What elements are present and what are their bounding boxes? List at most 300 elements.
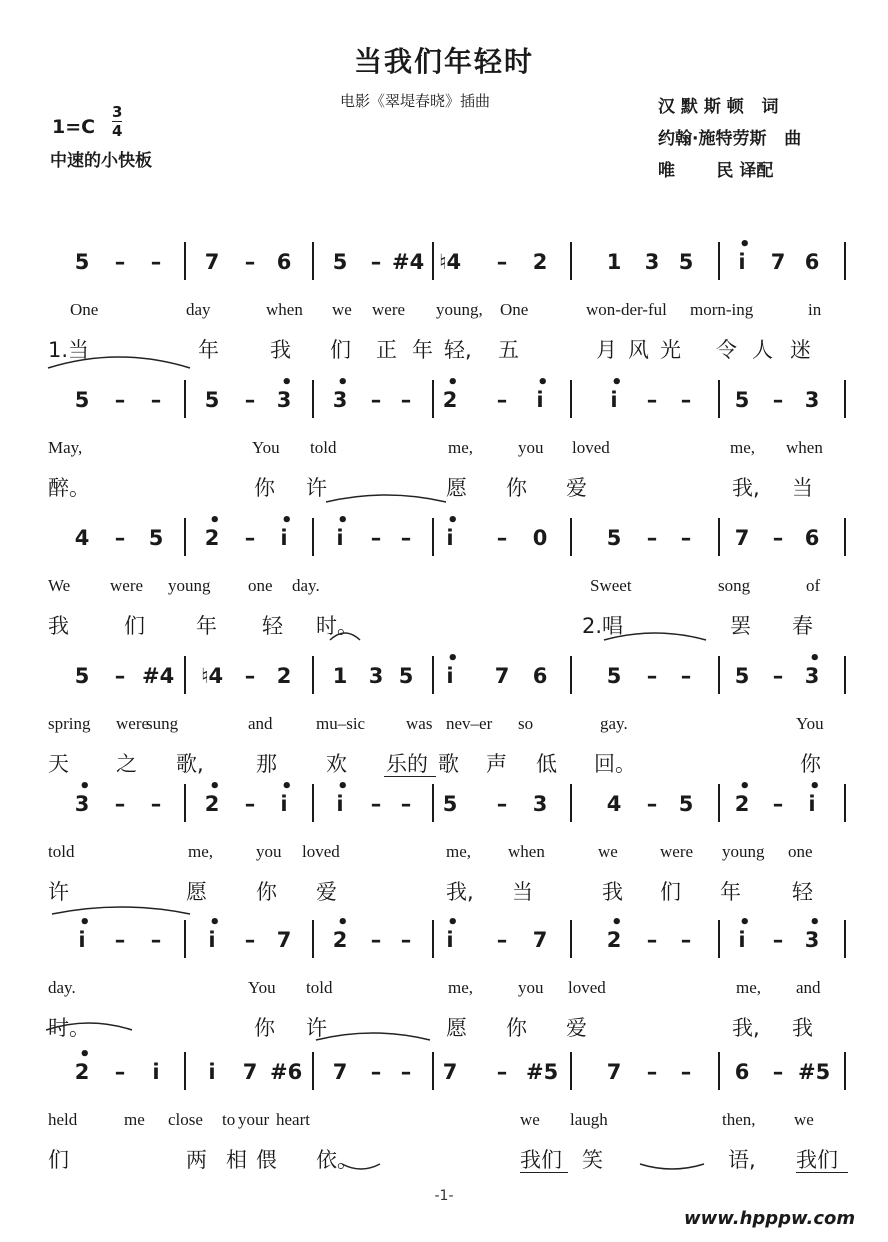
meter-bottom: 4 xyxy=(112,122,123,140)
extension-dash: – xyxy=(114,250,126,274)
note: 3 xyxy=(804,388,820,412)
extension-dash: – xyxy=(244,664,256,688)
chinese-lyric: 许 xyxy=(306,1016,327,1040)
chinese-lyric: 你 xyxy=(506,476,527,500)
extension-dash: – xyxy=(370,928,382,952)
note: i xyxy=(280,792,288,816)
chinese-lyric: 笑 xyxy=(582,1148,603,1172)
bar-line xyxy=(432,656,434,694)
note: #5 xyxy=(798,1060,831,1084)
note: 5 xyxy=(332,250,348,274)
note: i xyxy=(610,388,618,412)
bar-line xyxy=(184,920,186,958)
extension-dash: – xyxy=(370,1060,382,1084)
note: 2 xyxy=(734,792,750,816)
note: 5 xyxy=(442,792,458,816)
chinese-lyric: 那 xyxy=(256,752,277,776)
english-lyric: won-der-ful xyxy=(586,300,667,319)
chinese-lyric: 年 xyxy=(196,614,217,638)
chinese-lyric: 你 xyxy=(506,1016,527,1040)
chinese-lyric: 语, xyxy=(728,1148,756,1172)
bar-line xyxy=(184,1052,186,1090)
note: 5 xyxy=(734,388,750,412)
english-lyric: were xyxy=(116,714,150,733)
note: 7 xyxy=(442,1060,458,1084)
extension-dash: – xyxy=(646,388,658,412)
chinese-lyric: 愿 xyxy=(186,880,207,904)
chinese-lyric: 许 xyxy=(306,476,327,500)
note: 2 xyxy=(204,792,220,816)
english-lyric: song xyxy=(718,576,751,595)
octave-dot-above: • xyxy=(337,510,349,531)
english-lyric: and xyxy=(248,714,273,733)
chinese-lyric: 歌, xyxy=(176,752,204,776)
note: 5 xyxy=(148,526,164,550)
extension-dash: – xyxy=(496,526,508,550)
bar-line xyxy=(570,656,572,694)
octave-dot-above: • xyxy=(447,912,459,933)
time-signature xyxy=(112,104,122,139)
key-signature: 1=C xyxy=(52,116,96,138)
octave-dot-above: • xyxy=(447,372,459,393)
english-lyric: morn-ing xyxy=(690,300,754,319)
chinese-lyric: 你 xyxy=(256,880,277,904)
note: 5 xyxy=(74,250,90,274)
bar-line xyxy=(312,784,314,822)
extension-dash: – xyxy=(114,388,126,412)
extension-dash: – xyxy=(772,526,784,550)
chinese-lyric: 相 xyxy=(226,1148,247,1172)
slur xyxy=(316,1033,430,1040)
chinese-lyric: 我, xyxy=(732,476,760,500)
extension-dash: – xyxy=(772,388,784,412)
english-lyric: day. xyxy=(48,978,76,997)
english-lyric: laugh xyxy=(570,1110,608,1129)
octave-dot-above: • xyxy=(281,776,293,797)
note: 7 xyxy=(494,664,510,688)
bar-line xyxy=(312,518,314,556)
extension-dash: – xyxy=(244,526,256,550)
chinese-lyric: 月 xyxy=(596,338,617,362)
chinese-lyric: 们 xyxy=(330,338,351,362)
note: 5 xyxy=(398,664,414,688)
octave-dot-above: • xyxy=(809,912,821,933)
octave-dot-above: • xyxy=(809,776,821,797)
bar-line xyxy=(718,784,720,822)
lyric-underline xyxy=(520,1172,568,1173)
chinese-lyric: 天 xyxy=(48,752,69,776)
bar-line xyxy=(432,1052,434,1090)
extension-dash: – xyxy=(114,664,126,688)
bar-line xyxy=(312,380,314,418)
note: i xyxy=(536,388,544,412)
extension-dash: – xyxy=(150,250,162,274)
note: i xyxy=(446,526,454,550)
lyric-underline xyxy=(384,776,436,777)
english-lyric: loved xyxy=(572,438,610,457)
english-lyric: one xyxy=(248,576,273,595)
extension-dash: – xyxy=(244,250,256,274)
chinese-lyric: 偎 xyxy=(256,1148,277,1172)
octave-dot-above: • xyxy=(209,776,221,797)
chinese-lyric: 愿 xyxy=(446,476,467,500)
meter-top: 3 xyxy=(112,103,123,121)
english-lyric: day xyxy=(186,300,211,319)
english-lyric: heart xyxy=(276,1110,310,1129)
english-lyric: me, xyxy=(446,842,472,861)
note: #4 xyxy=(142,664,175,688)
chinese-lyric: 爱 xyxy=(566,1016,587,1040)
english-lyric: told xyxy=(310,438,337,457)
english-lyric: sung xyxy=(146,714,179,733)
english-lyric: then, xyxy=(722,1110,756,1129)
octave-dot-above: • xyxy=(79,776,91,797)
octave-dot-above: • xyxy=(209,510,221,531)
extension-dash: – xyxy=(370,388,382,412)
note: i xyxy=(78,928,86,952)
translator-credit: 唯 民 译配 xyxy=(658,161,774,181)
chinese-lyric: 我 xyxy=(48,614,69,638)
note: 5 xyxy=(734,664,750,688)
bar-line xyxy=(844,380,846,418)
bar-line xyxy=(184,380,186,418)
english-lyric: May, xyxy=(48,438,83,457)
chinese-lyric: 之 xyxy=(116,752,137,776)
watermark: www.hpppw.com xyxy=(684,1208,856,1229)
note: i xyxy=(208,928,216,952)
note: 7 xyxy=(734,526,750,550)
bar-line xyxy=(312,656,314,694)
chinese-lyric: 爱 xyxy=(566,476,587,500)
extension-dash: – xyxy=(400,526,412,550)
extension-dash: – xyxy=(370,250,382,274)
extension-dash: – xyxy=(370,526,382,550)
extension-dash: – xyxy=(400,388,412,412)
subtitle: 电影《翠堤春晓》插曲 xyxy=(340,92,491,110)
bar-line xyxy=(844,784,846,822)
chinese-lyric: 令 xyxy=(716,338,737,362)
note: 3 xyxy=(804,928,820,952)
note: 6 xyxy=(804,250,820,274)
english-lyric: loved xyxy=(302,842,340,861)
chinese-lyric: 声 xyxy=(486,752,507,776)
english-lyric: told xyxy=(48,842,75,861)
note: i xyxy=(280,526,288,550)
note: 3 xyxy=(532,792,548,816)
bar-line xyxy=(432,920,434,958)
chinese-lyric: 醉。 xyxy=(48,476,90,500)
chinese-lyric: 两 xyxy=(186,1148,207,1172)
extension-dash: – xyxy=(244,388,256,412)
note: i xyxy=(808,792,816,816)
bar-line xyxy=(432,518,434,556)
english-lyric: young xyxy=(722,842,765,861)
note: 5 xyxy=(606,526,622,550)
chinese-lyric: 我, xyxy=(732,1016,760,1040)
extension-dash: – xyxy=(772,664,784,688)
extension-dash: – xyxy=(496,792,508,816)
extension-dash: – xyxy=(496,250,508,274)
chinese-lyric: 罢 xyxy=(730,614,751,638)
note: ♮4 xyxy=(438,250,462,274)
extension-dash: – xyxy=(114,928,126,952)
note: 3 xyxy=(74,792,90,816)
note: 7 xyxy=(276,928,292,952)
chinese-lyric: 依。 xyxy=(316,1148,358,1172)
tempo-marking: 中速的小快板 xyxy=(50,151,152,171)
extension-dash: – xyxy=(646,792,658,816)
chinese-lyric: 们 xyxy=(124,614,145,638)
note: i xyxy=(152,1060,160,1084)
extension-dash: – xyxy=(646,928,658,952)
octave-dot-above: • xyxy=(337,372,349,393)
bar-line xyxy=(570,380,572,418)
extension-dash: – xyxy=(400,1060,412,1084)
extension-dash: – xyxy=(680,526,692,550)
chinese-lyric: 年 xyxy=(198,338,219,362)
extension-dash: – xyxy=(400,928,412,952)
note: 7 xyxy=(770,250,786,274)
note: ♮4 xyxy=(200,664,224,688)
extension-dash: – xyxy=(772,792,784,816)
note: 4 xyxy=(74,526,90,550)
octave-dot-above: • xyxy=(79,912,91,933)
bar-line xyxy=(570,784,572,822)
english-lyric: of xyxy=(806,576,821,595)
english-lyric: so xyxy=(518,714,534,733)
english-lyric: when xyxy=(786,438,823,457)
english-lyric: gay. xyxy=(600,714,628,733)
chinese-lyric: 人 xyxy=(752,338,773,362)
chinese-lyric: 我 xyxy=(270,338,291,362)
octave-dot-above: • xyxy=(739,234,751,255)
bar-line xyxy=(844,242,846,280)
extension-dash: – xyxy=(496,928,508,952)
english-lyric: you xyxy=(256,842,282,861)
extension-dash: – xyxy=(680,1060,692,1084)
extension-dash: – xyxy=(244,928,256,952)
note: 6 xyxy=(532,664,548,688)
chinese-lyric: 低 xyxy=(536,752,557,776)
note: 0 xyxy=(532,526,548,550)
english-lyric: was xyxy=(406,714,433,733)
slur xyxy=(52,907,190,914)
note: 2 xyxy=(332,928,348,952)
chinese-lyric: 你 xyxy=(254,476,275,500)
note: 2 xyxy=(276,664,292,688)
chinese-lyric: 歌 xyxy=(438,752,459,776)
note: i xyxy=(446,928,454,952)
note: 2 xyxy=(204,526,220,550)
english-lyric: me, xyxy=(188,842,214,861)
extension-dash: – xyxy=(150,388,162,412)
extension-dash: – xyxy=(114,526,126,550)
chinese-lyric: 时。 xyxy=(316,614,358,638)
english-lyric: we xyxy=(794,1110,814,1129)
octave-dot-above: • xyxy=(447,648,459,669)
english-lyric: we xyxy=(520,1110,540,1129)
extension-dash: – xyxy=(496,388,508,412)
extension-dash: – xyxy=(496,1060,508,1084)
english-lyric: you xyxy=(518,978,544,997)
composer-credit: 约翰·施特劳斯 曲 xyxy=(658,129,802,149)
chinese-lyric: 春 xyxy=(792,614,813,638)
slur xyxy=(326,495,446,502)
extension-dash: – xyxy=(400,792,412,816)
chinese-lyric: 1.当 xyxy=(48,338,90,362)
english-lyric: in xyxy=(808,300,822,319)
bar-line xyxy=(432,784,434,822)
octave-dot-above: • xyxy=(611,372,623,393)
chinese-lyric: 我们 xyxy=(520,1148,562,1172)
english-lyric: when xyxy=(266,300,303,319)
chinese-lyric: 轻 xyxy=(792,880,813,904)
english-lyric: me, xyxy=(736,978,762,997)
octave-dot-above: • xyxy=(79,1044,91,1065)
chinese-lyric: 迷 xyxy=(790,338,811,362)
english-lyric: We xyxy=(48,576,71,595)
extension-dash: – xyxy=(244,792,256,816)
note: 3 xyxy=(368,664,384,688)
note: 6 xyxy=(276,250,292,274)
chinese-lyric: 回。 xyxy=(594,752,636,776)
octave-dot-above: • xyxy=(281,510,293,531)
english-lyric: One xyxy=(70,300,99,319)
english-lyric: we xyxy=(598,842,618,861)
chinese-lyric: 我 xyxy=(602,880,623,904)
note: 7 xyxy=(204,250,220,274)
note: 3 xyxy=(804,664,820,688)
octave-dot-above: • xyxy=(611,912,623,933)
note: #4 xyxy=(392,250,425,274)
extension-dash: – xyxy=(646,526,658,550)
octave-dot-above: • xyxy=(537,372,549,393)
chinese-lyric: 时。 xyxy=(48,1016,90,1040)
bar-line xyxy=(718,242,720,280)
note: 2 xyxy=(606,928,622,952)
english-lyric: spring xyxy=(48,714,91,733)
bar-line xyxy=(718,518,720,556)
english-lyric: were xyxy=(660,842,694,861)
note: 5 xyxy=(204,388,220,412)
extension-dash: – xyxy=(772,928,784,952)
chinese-lyric: 愿 xyxy=(446,1016,467,1040)
english-lyric: One xyxy=(500,300,529,319)
chinese-lyric: 们 xyxy=(660,880,681,904)
extension-dash: – xyxy=(772,1060,784,1084)
extension-dash: – xyxy=(150,792,162,816)
note: 2 xyxy=(74,1060,90,1084)
note: 5 xyxy=(74,388,90,412)
chinese-lyric: 我们 xyxy=(796,1148,838,1172)
english-lyric: mu–sic xyxy=(316,714,366,733)
english-lyric: were xyxy=(110,576,144,595)
english-lyric: nev–er xyxy=(446,714,493,733)
english-lyric: when xyxy=(508,842,545,861)
octave-dot-above: • xyxy=(447,510,459,531)
english-lyric: one xyxy=(788,842,813,861)
note: 3 xyxy=(332,388,348,412)
extension-dash: – xyxy=(150,928,162,952)
english-lyric: me, xyxy=(448,978,474,997)
octave-dot-above: • xyxy=(739,912,751,933)
english-lyric: told xyxy=(306,978,333,997)
bar-line xyxy=(312,920,314,958)
note: 3 xyxy=(276,388,292,412)
bar-line xyxy=(570,242,572,280)
octave-dot-above: • xyxy=(739,776,751,797)
bar-line xyxy=(570,920,572,958)
extension-dash: – xyxy=(646,1060,658,1084)
english-lyric: were xyxy=(372,300,406,319)
octave-dot-above: • xyxy=(281,372,293,393)
chinese-lyric: 当 xyxy=(792,476,813,500)
bar-line xyxy=(844,920,846,958)
chinese-lyric: 年 xyxy=(412,338,433,362)
octave-dot-above: • xyxy=(337,912,349,933)
note: 5 xyxy=(678,250,694,274)
chinese-lyric: 我, xyxy=(446,880,474,904)
english-lyric: me, xyxy=(730,438,756,457)
english-lyric: you xyxy=(518,438,544,457)
extension-dash: – xyxy=(680,928,692,952)
note: 7 xyxy=(532,928,548,952)
chinese-lyric: 年 xyxy=(720,880,741,904)
chinese-lyric: 乐的 xyxy=(386,752,428,776)
bar-line xyxy=(184,518,186,556)
note: 1 xyxy=(332,664,348,688)
english-lyric: held xyxy=(48,1110,78,1129)
chinese-lyric: 你 xyxy=(254,1016,275,1040)
english-lyric: You xyxy=(248,978,276,997)
extension-dash: – xyxy=(680,388,692,412)
chinese-lyric: 我 xyxy=(792,1016,813,1040)
lyricist-credit: 汉 默 斯 顿 词 xyxy=(658,97,779,117)
lyric-underline xyxy=(796,1172,848,1173)
english-lyric: to xyxy=(222,1110,236,1129)
note: 7 xyxy=(606,1060,622,1084)
note: 2 xyxy=(532,250,548,274)
english-lyric: day. xyxy=(292,576,320,595)
note: 7 xyxy=(242,1060,258,1084)
english-lyric: me xyxy=(124,1110,145,1129)
chinese-lyric: 爱 xyxy=(316,880,337,904)
english-lyric: me, xyxy=(448,438,474,457)
octave-dot-above: • xyxy=(809,648,821,669)
note: #5 xyxy=(526,1060,559,1084)
bar-line xyxy=(432,380,434,418)
note: 4 xyxy=(606,792,622,816)
bar-line xyxy=(718,656,720,694)
extension-dash: – xyxy=(114,1060,126,1084)
bar-line xyxy=(184,784,186,822)
extension-dash: – xyxy=(680,664,692,688)
bar-line xyxy=(844,656,846,694)
bar-line xyxy=(570,518,572,556)
bar-line xyxy=(718,380,720,418)
chinese-lyric: 正 xyxy=(376,338,397,362)
chinese-lyric: 当 xyxy=(512,880,533,904)
bar-line xyxy=(184,656,186,694)
bar-line xyxy=(718,1052,720,1090)
note: 1 xyxy=(606,250,622,274)
extension-dash: – xyxy=(114,792,126,816)
slur xyxy=(640,1164,704,1169)
note: i xyxy=(738,250,746,274)
bar-line xyxy=(718,920,720,958)
bar-line xyxy=(312,242,314,280)
note: #6 xyxy=(270,1060,303,1084)
